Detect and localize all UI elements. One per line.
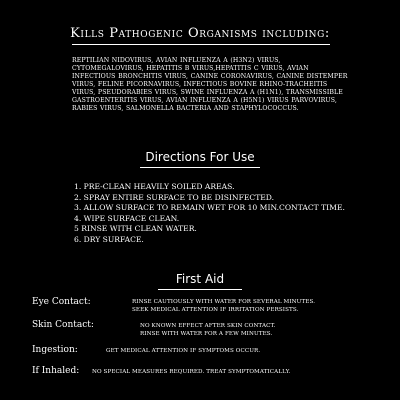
- direction-step: 1. PRE-CLEAN HEAVILY SOILED AREAS.: [74, 182, 235, 191]
- eye-contact-label: Eye Contact:: [32, 297, 91, 307]
- direction-step: 2. SPRAY ENTIRE SURFACE TO BE DISINFECTED.: [74, 192, 275, 202]
- skin-contact-line2: RINSE WITH WATER FOR A FEW MINUTES.: [140, 331, 273, 337]
- organisms-heading: Kills Pathogenic Organisms including:: [70, 26, 330, 41]
- heading-underline: [72, 44, 330, 45]
- skin-contact-line1: NO KNOWN EFFECT AFTER SKIN CONTACT.: [140, 323, 276, 329]
- inhaled-text: NO SPECIAL MEASURES REQUIRED. TREAT SYMPTOMATICALLY.: [92, 369, 291, 375]
- direction-step: 3. ALLOW SURFACE TO REMAIN WET FOR 10 MIN.CONTACT TIME.: [74, 203, 345, 212]
- direction-step: 5 RINSE WITH CLEAN WATER.: [74, 224, 197, 233]
- first-aid-underline: [158, 289, 242, 290]
- first-aid-title: First Aid: [175, 272, 225, 286]
- eye-contact-line2: SEEK MEDICAL ATTENTION IF IRRITATION PERSISTS.: [132, 307, 299, 313]
- directions-underline: [140, 167, 260, 168]
- directions-title: Directions For Use: [145, 150, 255, 164]
- ingestion-text: GET MEDICAL ATTENTION IF SYMPTOMS OCCUR.: [106, 348, 261, 354]
- ingestion-label: Ingestion:: [32, 345, 78, 355]
- direction-step: 4. WIPE SURFACE CLEAN.: [74, 213, 180, 223]
- skin-contact-label: Skin Contact:: [32, 320, 94, 330]
- directions-steps-list: [74, 182, 345, 245]
- organisms-paragraph: REPTILIAN NIDOVIRUS, AVIAN INFLUENZA A (H3N2) VIRUS, CYTOMEGALOVIRUS, HEPATITIS B VIRUS,HEPATITIS C VIRUS, AVIAN INFECTIOUS BRONCHITIS VIRUS, CANINE CORONAVIRUS, CANINE DISTEMPER VIRUS, FELINE PICORNAVIRUS, INFECTIOUS BOVINE RHINO-TRACHEITIS VIRUS, PSEUDORABIES VIRUS, SWINE INFLUENZA A (H1N1), TRANSMISSIBLE GASTROENTERITIS VIRUS, AVIAN INFLUENZA A (H5N1) VIRUS PARVOVIRUS, RABIES VIRUS, SALMONELLA BACTERIA AND STAPHYLOCOCCUS.: [72, 57, 348, 112]
- eye-contact-line1: RINSE CAUTIOUSLY WITH WATER FOR SEVERAL MINUTES.: [132, 299, 316, 305]
- inhaled-label: If Inhaled:: [32, 366, 80, 376]
- direction-step: 6. DRY SURFACE.: [74, 234, 144, 244]
